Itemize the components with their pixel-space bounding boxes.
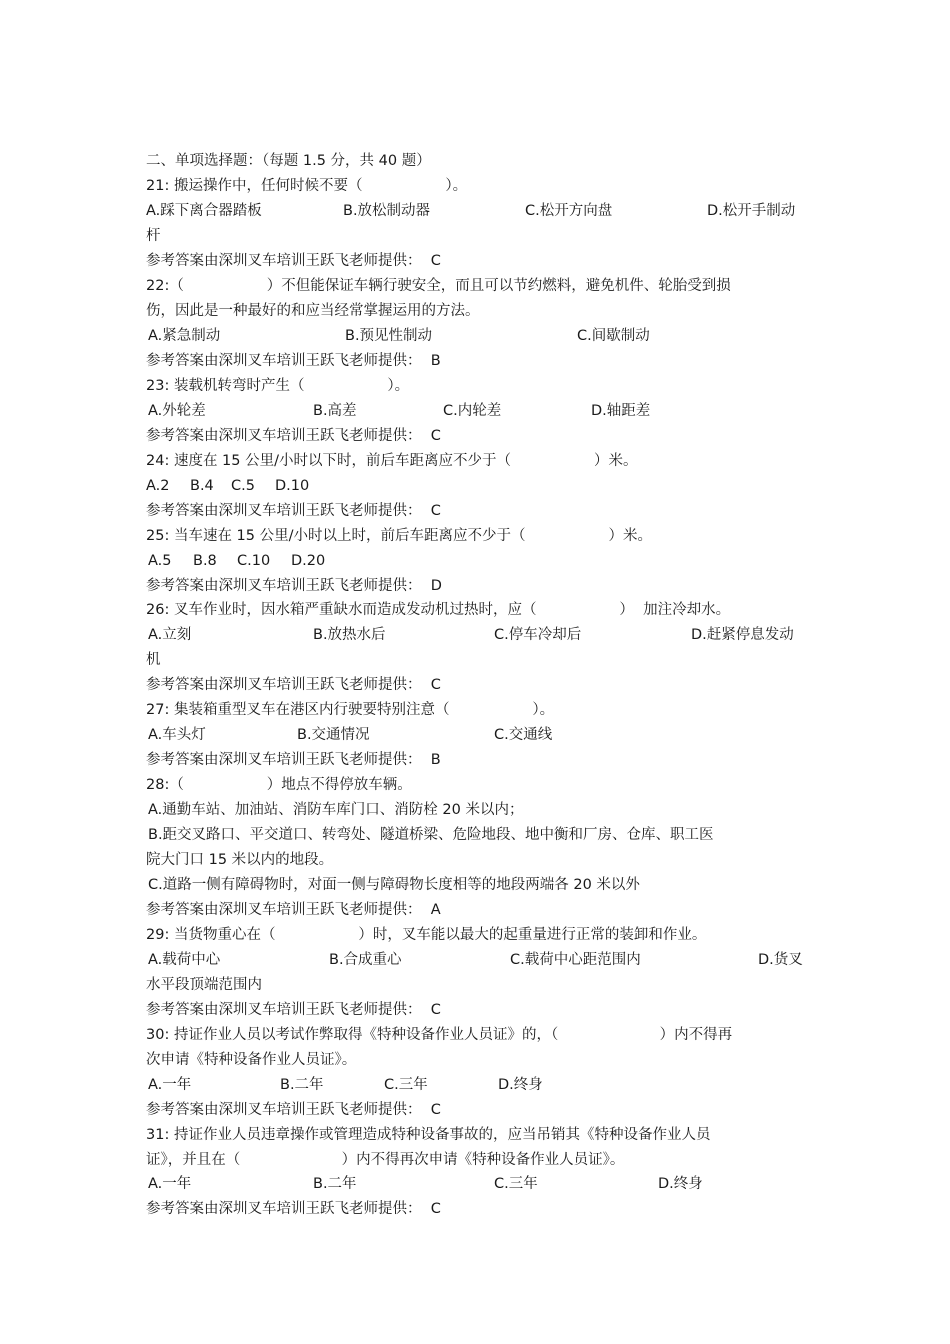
answer-prefix: 参考答案由深圳叉车培训王跃飞老师提供： [146, 428, 422, 444]
question-27-answer [146, 750, 441, 770]
question-31-option-c: C.三年 [494, 1176, 538, 1192]
question-22-answer [146, 351, 441, 371]
question-25-option-a: A.5 [148, 553, 172, 569]
question-25-answer [146, 576, 442, 596]
question-27-option-c: C.交通线 [494, 727, 553, 743]
answer-prefix: 参考答案由深圳叉车培训王跃飞老师提供： [146, 253, 422, 269]
question-26-option-d: D.赶紧停息发动 [691, 627, 794, 643]
question-25-text: 25: 当车速在 15 公里/小时以上时，前后车距离应不少于（ ）米。 [146, 528, 652, 544]
question-31-option-b: B.二年 [313, 1176, 357, 1192]
question-30-option-b: B.二年 [280, 1077, 324, 1093]
question-29-option-b: B.合成重心 [329, 952, 402, 968]
question-24-answer [146, 501, 441, 521]
question-22-text: 22:（ ）不但能保证车辆行驶安全，而且可以节约燃料，避免机件、轮胎受到损 [146, 278, 731, 294]
question-21-text: 21: 搬运操作中，任何时候不要（ ）。 [146, 178, 468, 194]
question-27-text: 27: 集装箱重型叉车在港区内行驶要特别注意（ ）。 [146, 702, 555, 718]
answer-value: C [430, 677, 441, 693]
question-28-option-c: C.道路一侧有障碍物时，对面一侧与障碍物长度相等的地段两端各 20 米以外 [148, 877, 640, 893]
question-22-option-b: B.预见性制动 [345, 328, 433, 344]
answer-value: B [430, 353, 441, 369]
answer-value: C [430, 503, 441, 519]
question-29-option-d: D.货叉 [758, 952, 803, 968]
question-29-option-c: C.载荷中心距范围内 [510, 952, 641, 968]
answer-prefix: 参考答案由深圳叉车培训王跃飞老师提供： [146, 902, 422, 918]
answer-value: C [430, 428, 441, 444]
answer-value: B [430, 752, 441, 768]
question-22-option-c: C.间歇制动 [577, 328, 650, 344]
answer-value: A [430, 902, 441, 918]
question-28-option-b-wrap: 院大门口 15 米以内的地段。 [146, 852, 334, 868]
question-21-option-d: D.松开手制动 [707, 203, 796, 219]
question-24-option-d: D.10 [275, 478, 310, 494]
question-31-option-a: A.一年 [148, 1176, 192, 1192]
question-28-text: 28:（ ）地点不得停放车辆。 [146, 777, 412, 793]
question-26-option-c: C.停车冷却后 [494, 627, 582, 643]
question-23-option-b: B.高差 [313, 403, 357, 419]
answer-prefix: 参考答案由深圳叉车培训王跃飞老师提供： [146, 1002, 422, 1018]
answer-prefix: 参考答案由深圳叉车培训王跃飞老师提供： [146, 752, 422, 768]
section-title: 二、单项选择题：（每题 1.5 分，共 40 题） [146, 153, 431, 169]
question-21-option-wrap: 杆 [146, 228, 161, 244]
answer-value: C [430, 1201, 441, 1217]
question-24-option-b: B.4 [190, 478, 214, 494]
question-23-option-d: D.轴距差 [591, 403, 651, 419]
answer-value: C [430, 1102, 441, 1118]
question-25-option-b: B.8 [193, 553, 217, 569]
question-28-option-b: B.距交叉路口、平交道口、转弯处、隧道桥梁、危险地段、地中衡和厂房、仓库、职工医 [148, 827, 714, 843]
question-24-option-a: A.2 [146, 478, 170, 494]
question-31-answer [146, 1199, 441, 1219]
question-23-option-a: A.外轮差 [148, 403, 206, 419]
question-26-option-b: B.放热水后 [313, 627, 386, 643]
question-31-text-line2: 证》，并且在（ ）内不得再次申请《特种设备作业人员证》。 [146, 1152, 625, 1168]
question-31-option-d: D.终身 [658, 1176, 703, 1192]
question-29-answer [146, 1000, 441, 1020]
question-26-text: 26: 叉车作业时，因水箱严重缺水而造成发动机过热时，应（ ） 加注冷却水。 [146, 602, 731, 618]
question-30-option-a: A.一年 [148, 1077, 192, 1093]
answer-prefix: 参考答案由深圳叉车培训王跃飞老师提供： [146, 353, 422, 369]
question-29-option-wrap: 水平段顶端范围内 [146, 977, 262, 993]
question-24-option-c: C.5 [231, 478, 255, 494]
question-23-text: 23: 装载机转弯时产生（ ）。 [146, 378, 410, 394]
answer-value: D [430, 578, 442, 594]
question-23-answer [146, 426, 441, 446]
answer-value: C [430, 1002, 441, 1018]
question-21-answer [146, 251, 441, 271]
question-27-option-b: B.交通情况 [297, 727, 370, 743]
answer-prefix: 参考答案由深圳叉车培训王跃飞老师提供： [146, 1201, 422, 1217]
question-22-option-a: A.紧急制动 [148, 328, 221, 344]
question-30-option-d: D.终身 [498, 1077, 543, 1093]
answer-prefix: 参考答案由深圳叉车培训王跃飞老师提供： [146, 503, 422, 519]
question-22-text-line2: 伤，因此是一种最好的和应当经常掌握运用的方法。 [146, 303, 480, 319]
question-31-text: 31: 持证作业人员违章操作或管理造成特种设备事故的，应当吊销其《特种设备作业人员 [146, 1127, 711, 1143]
question-21-option-a: A.踩下离合器踏板 [146, 203, 262, 219]
question-30-answer [146, 1100, 441, 1120]
question-26-option-wrap: 机 [146, 652, 161, 668]
answer-prefix: 参考答案由深圳叉车培训王跃飞老师提供： [146, 677, 422, 693]
question-21-option-b: B.放松制动器 [343, 203, 431, 219]
question-29-option-a: A.载荷中心 [148, 952, 221, 968]
question-25-option-d: D.20 [291, 553, 326, 569]
question-30-text: 30: 持证作业人员以考试作弊取得《特种设备作业人员证》的，（ ）内不得再 [146, 1027, 733, 1043]
question-24-text: 24: 速度在 15 公里/小时以下时，前后车距离应不少于（ ）米。 [146, 453, 638, 469]
question-25-option-c: C.10 [237, 553, 271, 569]
question-26-answer [146, 675, 441, 695]
question-27-option-a: A.车头灯 [148, 727, 206, 743]
question-23-option-c: C.内轮差 [443, 403, 502, 419]
question-30-option-c: C.三年 [384, 1077, 428, 1093]
answer-value: C [430, 253, 441, 269]
question-29-text: 29: 当货物重心在（ ）时，叉车能以最大的起重量进行正常的装卸和作业。 [146, 927, 707, 943]
question-21-option-c: C.松开方向盘 [525, 203, 613, 219]
answer-prefix: 参考答案由深圳叉车培训王跃飞老师提供： [146, 1102, 422, 1118]
question-26-option-a: A.立刻 [148, 627, 192, 643]
question-28-answer [146, 900, 441, 920]
question-30-text-line2: 次申请《特种设备作业人员证》。 [146, 1052, 357, 1068]
answer-prefix: 参考答案由深圳叉车培训王跃飞老师提供： [146, 578, 422, 594]
question-28-option-a: A.通勤车站、加油站、消防车库门口、消防栓 20 米以内； [148, 802, 524, 818]
